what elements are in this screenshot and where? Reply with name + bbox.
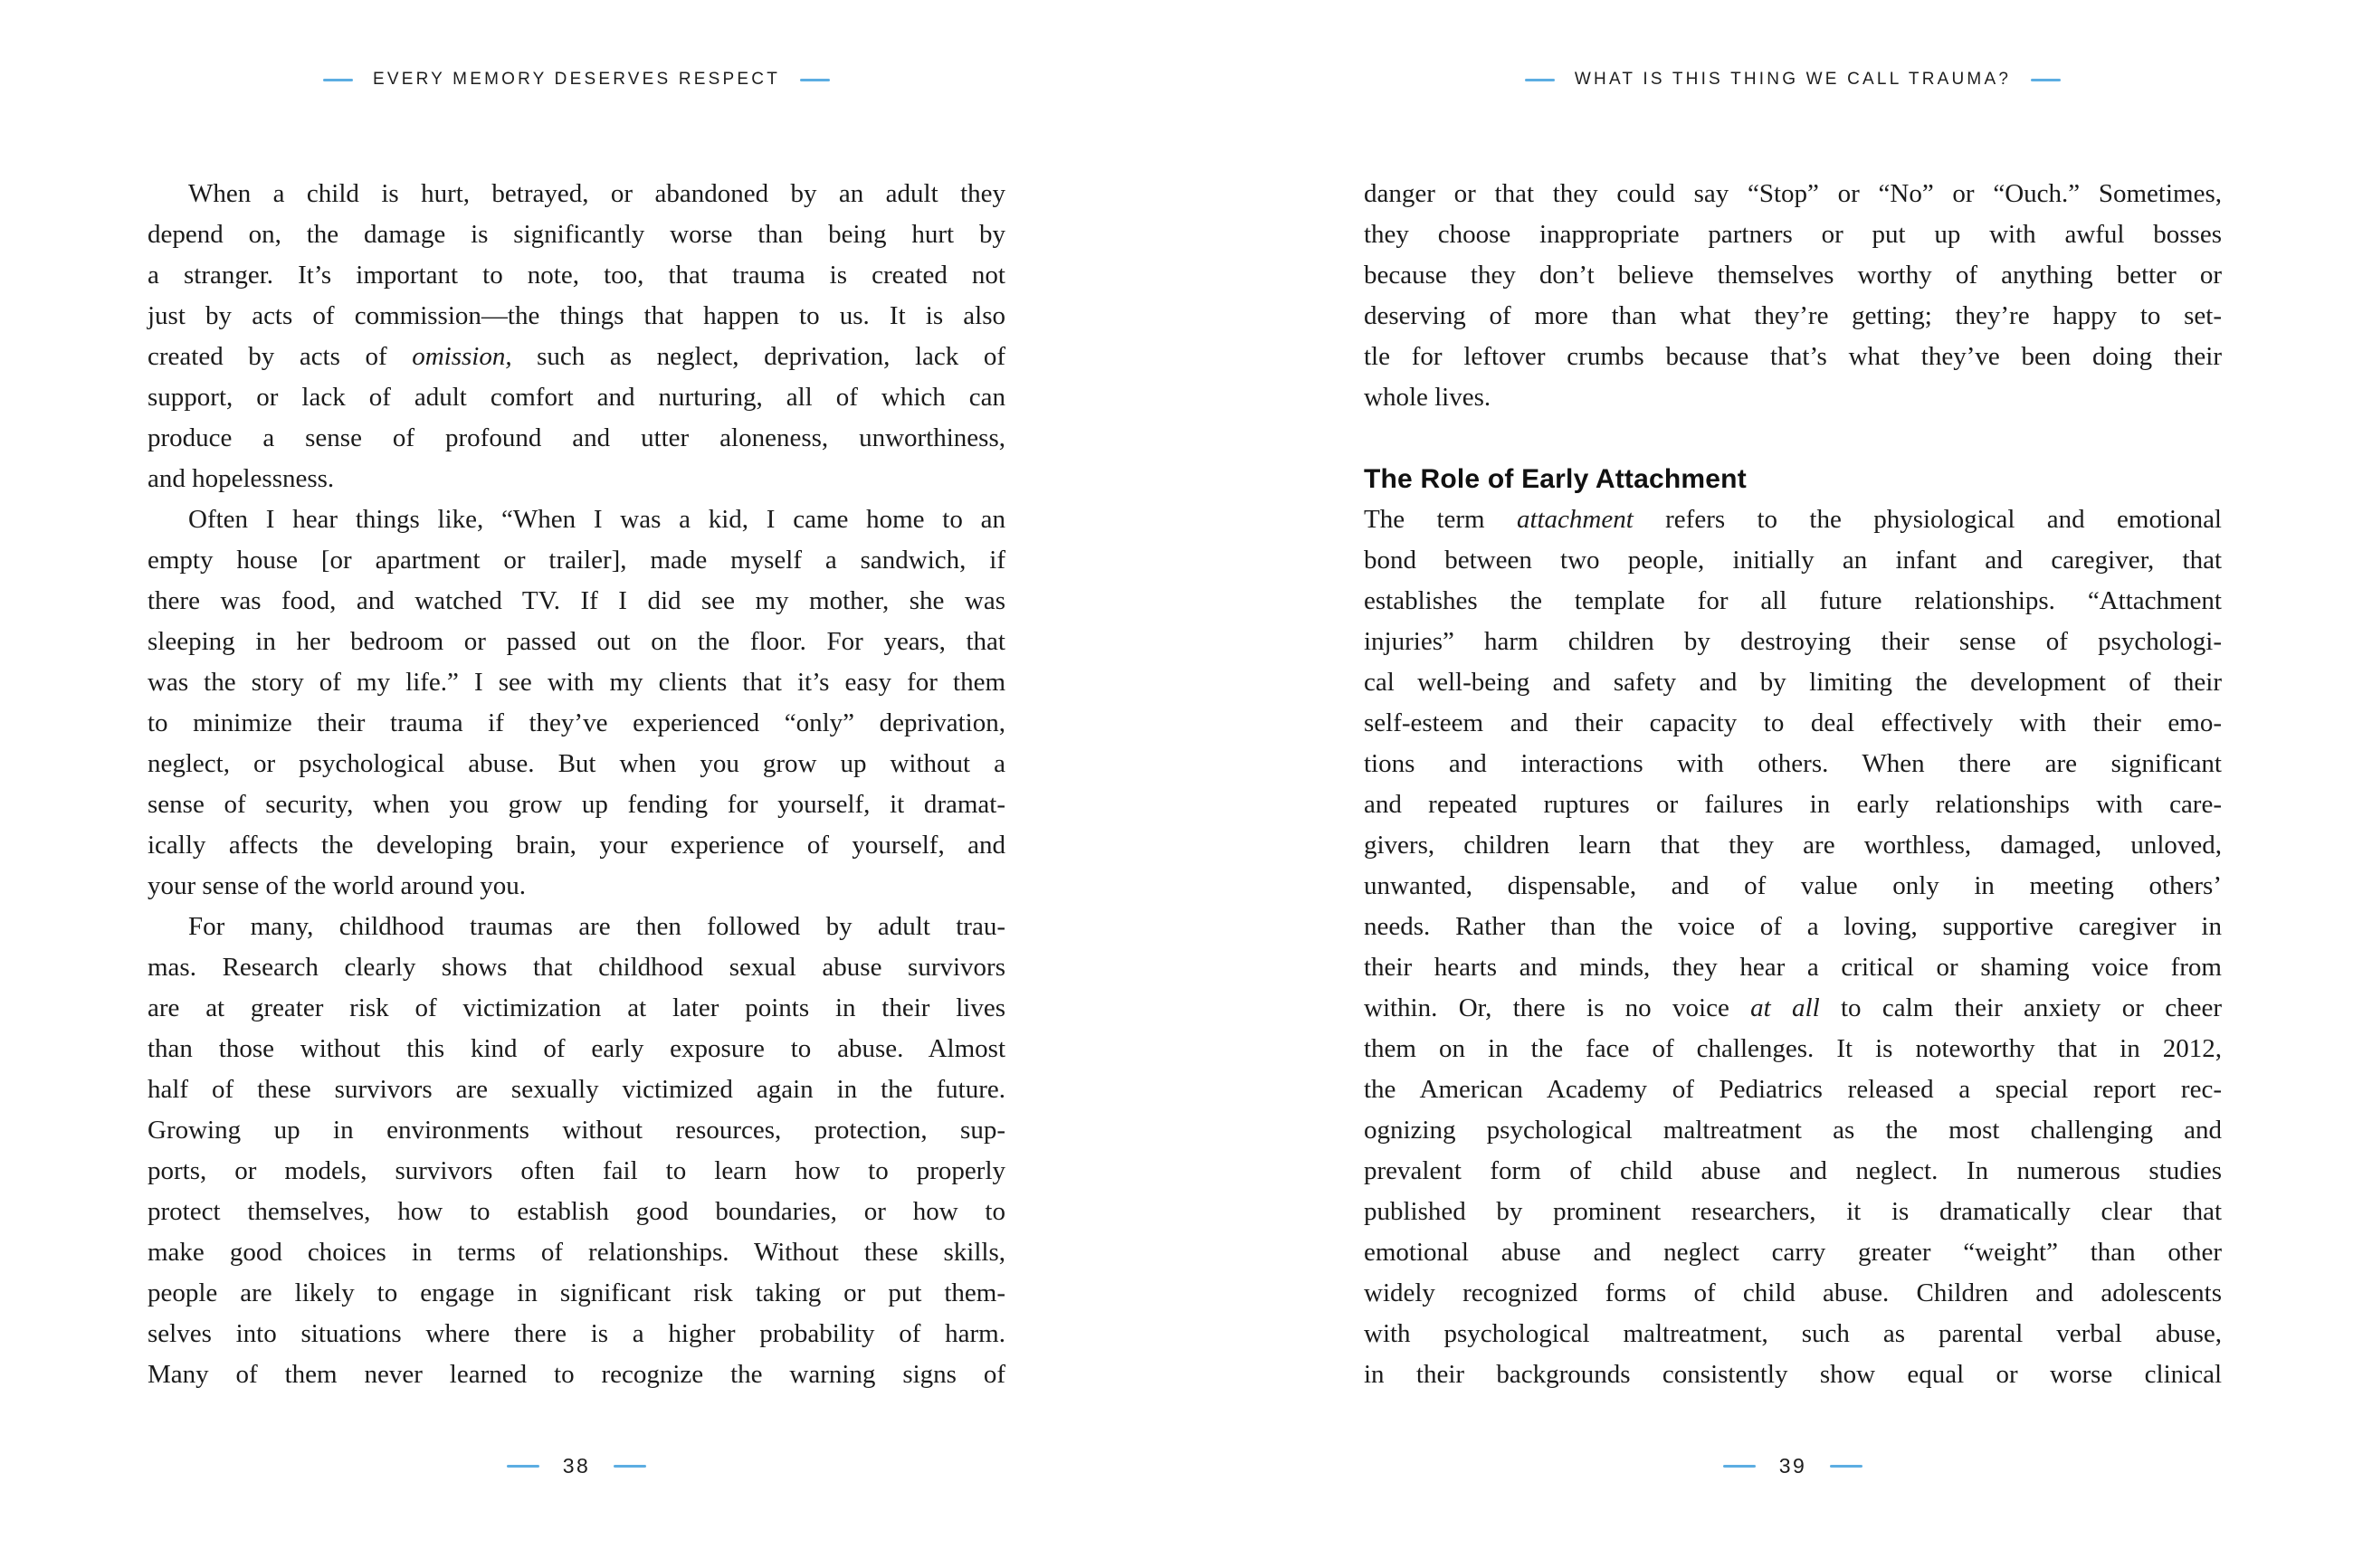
text-line: them on in the face of challenges. It is noteworthy that in 2012, [1364,1034,2222,1063]
text-line: ognizing psychological maltreatment as the most challenging and [1364,1116,2222,1145]
page-footer-right [1364,1452,2222,1479]
text-line: sleeping in her bedroom or passed out on the floor. For years, that [148,627,1005,656]
text-line: and repeated ruptures or failures in early relationships with care- [1364,790,2222,819]
dash-ornament-icon [1723,1465,1756,1468]
text-line: published by prominent researchers, it is dramatically clear that [1364,1197,2222,1226]
text-line: Many of them never learned to recognize the warning signs of [148,1360,1005,1389]
text-line: self-esteem and their capacity to deal effectively with their emo- [1364,708,2222,737]
page-footer-left [148,1452,1005,1479]
dash-ornament-icon [1830,1465,1862,1468]
body-text-left [148,174,1005,1395]
text-line: needs. Rather than the voice of a loving, supportive caregiver in [1364,912,2222,941]
dash-ornament-icon [800,79,830,81]
text-line: neglect, or psychological abuse. But when you grow up without a [148,749,1005,778]
text-line: your sense of the world around you. [148,871,526,900]
text-line: ically affects the developing brain, your experience of yourself, and [148,831,1005,860]
text-line: When a child is hurt, betrayed, or abandoned by an adult they [188,179,1005,208]
text-line: Growing up in environments without resources, protection, sup- [148,1116,1005,1145]
dash-ornament-icon [323,79,353,81]
text-line: created by acts of omission, such as neglect, deprivation, lack of [148,342,1005,371]
dash-ornament-icon [614,1465,646,1468]
paragraph [148,174,1005,499]
text-line: in their backgrounds consistently show equal or worse clinical [1364,1360,2222,1389]
running-head-right [1364,67,2222,92]
page-number: 39 [1778,1453,1807,1478]
text-line: half of these survivors are sexually victimized again in the future. [148,1075,1005,1104]
text-line: givers, children learn that they are worthless, damaged, unloved, [1364,831,2222,860]
body-text-right [1364,174,2222,1395]
text-line: support, or lack of adult comfort and nurturing, all of which can [148,383,1005,412]
text-line: are at greater risk of victimization at later points in their lives [148,993,1005,1022]
text-line: just by acts of commission—the things that happen to us. It is also [148,301,1005,330]
text-line: selves into situations where there is a higher probability of harm. [148,1319,1005,1348]
text-line: sense of security, when you grow up fending for yourself, it dramat- [148,790,1005,819]
dash-ornament-icon [1525,79,1555,81]
text-line: the American Academy of Pediatrics released a special report rec- [1364,1075,2222,1104]
dash-ornament-icon [2031,79,2061,81]
page-number: 38 [562,1453,591,1478]
text-line: protect themselves, how to establish good boundaries, or how to [148,1197,1005,1226]
text-line: there was food, and watched TV. If I did see my mother, she was [148,586,1005,615]
text-line: and hopelessness. [148,464,335,493]
text-line: danger or that they could say “Stop” or “No” or “Ouch.” Sometimes, [1364,179,2222,208]
text-line: unwanted, dispensable, and of value only in meeting others’ [1364,871,2222,900]
section-spacer [1364,418,2222,459]
text-line: was the story of my life.” I see with my clients that it’s easy for them [148,668,1005,697]
text-line: bond between two people, initially an infant and caregiver, that [1364,546,2222,575]
text-line: a stranger. It’s important to note, too, that trauma is created not [148,261,1005,290]
text-line: whole lives. [1364,383,1491,412]
text-line: emotional abuse and neglect carry greater “weight” than other [1364,1238,2222,1267]
text-line: they choose inappropriate partners or put up with awful bosses [1364,220,2222,249]
text-line: make good choices in terms of relationships. Without these skills, [148,1238,1005,1267]
section-heading: The Role of Early Attachment [1364,464,1747,494]
text-line: mas. Research clearly shows that childhood sexual abuse survivors [148,953,1005,982]
text-line: ports, or models, survivors often fail to learn how to properly [148,1156,1005,1185]
text-line: injuries” harm children by destroying their sense of psychologi- [1364,627,2222,656]
text-line: tions and interactions with others. When there are significant [1364,749,2222,778]
text-line: with psychological maltreatment, such as parental verbal abuse, [1364,1319,2222,1348]
paragraph [148,499,1005,907]
text-line: because they don’t believe themselves worthy of anything better or [1364,261,2222,290]
running-head-label: WHAT IS THIS THING WE CALL TRAUMA? [1574,70,2012,89]
running-head-label: EVERY MEMORY DESERVES RESPECT [372,70,781,89]
text-line: widely recognized forms of child abuse. Children and adolescents [1364,1278,2222,1307]
dash-ornament-icon [507,1465,539,1468]
text-line: cal well-being and safety and by limiting the development of their [1364,668,2222,697]
text-line: establishes the template for all future relationships. “Attachment [1364,586,2222,615]
text-line: For many, childhood traumas are then followed by adult trau- [188,912,1005,941]
text-line: people are likely to engage in significant risk taking or put them- [148,1278,1005,1307]
text-line: to minimize their trauma if they’ve experienced “only” deprivation, [148,708,1005,737]
text-line: produce a sense of profound and utter aloneness, unworthiness, [148,423,1005,452]
text-line: depend on, the damage is significantly worse than being hurt by [148,220,1005,249]
paragraph [148,907,1005,1395]
text-line: empty house [or apartment or trailer], made myself a sandwich, if [148,546,1005,575]
paragraph [1364,499,2222,1395]
text-line: within. Or, there is no voice at all to calm their anxiety or cheer [1364,993,2223,1022]
paragraph [1364,174,2222,418]
text-line: The term attachment refers to the physiological and emotional [1364,505,2222,534]
running-head-left [148,67,1005,92]
text-line: their hearts and minds, they hear a critical or shaming voice from [1364,953,2222,982]
text-line: than those without this kind of early exposure to abuse. Almost [148,1034,1005,1063]
text-line: Often I hear things like, “When I was a kid, I came home to an [188,505,1005,534]
text-line: tle for leftover crumbs because that’s what they’ve been doing their [1364,342,2222,371]
text-line: prevalent form of child abuse and neglect. In numerous studies [1364,1156,2222,1185]
text-line: deserving of more than what they’re getting; they’re happy to set- [1364,301,2222,330]
